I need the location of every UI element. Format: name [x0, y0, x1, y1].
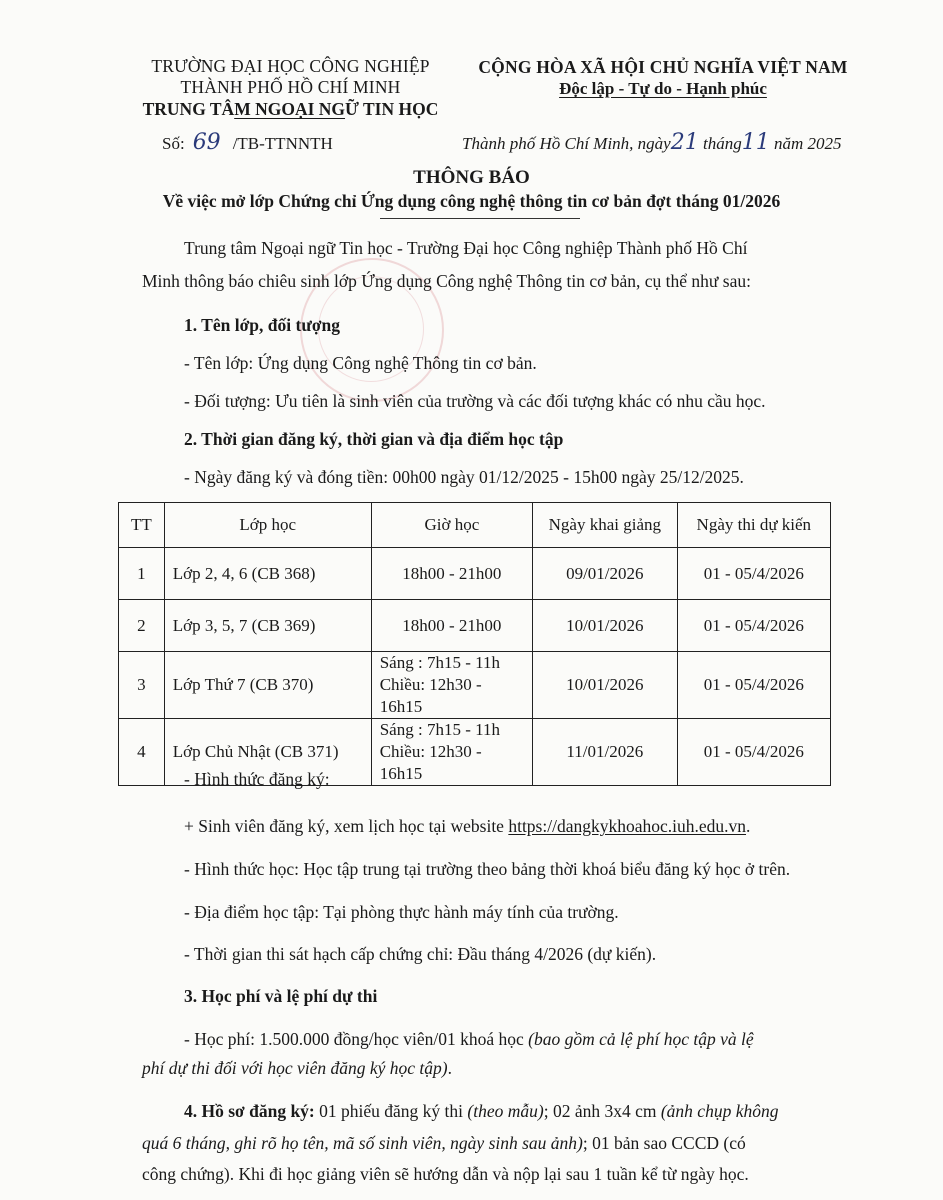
fee-text: - Học phí: 1.500.000 đồng/học viên/01 khoá học — [184, 1029, 529, 1049]
table-row — [119, 548, 831, 600]
fee-end: . — [447, 1058, 452, 1078]
docno-value: 69 — [192, 130, 221, 155]
cell-exam-date: 01 - 05/4/2026 — [677, 652, 830, 719]
issuer-block — [118, 56, 463, 120]
section-2-heading: 2. Thời gian đăng ký, thời gian và địa điểm học tập — [184, 429, 564, 449]
cell-class: Lớp 3, 5, 7 (CB 369) — [164, 600, 371, 652]
schedule-table — [118, 502, 831, 786]
fee-line-1 — [184, 1027, 754, 1051]
docs-text-b: (theo mẫu) — [467, 1101, 544, 1121]
study-mode-line: - Hình thức học: Học tập trung tại trường theo bảng thời khoá biểu đăng ký học ở trên. — [184, 859, 791, 879]
cell-tt: 1 — [119, 548, 165, 600]
month-label: tháng — [702, 134, 742, 153]
issuer-line-3-b: M NGOẠI NG — [234, 99, 346, 119]
cell-tt: 2 — [119, 600, 165, 652]
day-value: 21 — [670, 130, 699, 155]
docno-suffix: /TB-TTNNTH — [232, 134, 333, 153]
issuer-line-3-c: Ữ TIN HỌC — [345, 99, 439, 119]
hours-morning: Sáng : 7h15 - 11h — [379, 653, 500, 672]
table-row — [119, 652, 831, 719]
document-title: THÔNG BÁO — [413, 167, 530, 188]
issuer-line-3 — [118, 98, 463, 120]
cell-start-date: 11/01/2026 — [533, 719, 678, 786]
motto: Độc lập - Tự do - Hạnh phúc — [559, 79, 767, 98]
header-class: Lớp học — [164, 503, 371, 548]
cell-hours: 18h00 - 21h00 — [371, 600, 532, 652]
section-3-heading: 3. Học phí và lệ phí dự thi — [184, 986, 378, 1006]
year-label: năm 2025 — [773, 134, 842, 153]
cell-exam-date: 01 - 05/4/2026 — [677, 548, 830, 600]
section-4-heading: 4. Hồ sơ đăng ký: — [184, 1101, 315, 1121]
cell-tt: 3 — [119, 652, 165, 719]
cell-hours — [371, 652, 532, 719]
hours-morning: Sáng : 7h15 - 11h — [379, 720, 500, 739]
hours-afternoon: Chiều: 12h30 - 16h15 — [379, 675, 482, 716]
docs-text-d: (ảnh chụp không — [660, 1101, 779, 1121]
class-name-line: - Tên lớp: Ứng dụng Công nghệ Thông tin cơ bản. — [184, 353, 537, 373]
registration-website-link[interactable]: https://dangkykhoahoc.iuh.edu.vn — [508, 816, 747, 836]
intro-line-2: Minh thông báo chiêu sinh lớp Ứng dụng Công nghệ Thông tin cơ bản, cụ thể như sau: — [142, 271, 751, 291]
hours-afternoon: Chiều: 12h30 - 16h15 — [379, 742, 482, 783]
fee-note-1: (bao gồm cả lệ phí học tập và lệ — [528, 1029, 754, 1049]
issuer-line-2: THÀNH PHỐ HỒ CHÍ MINH — [180, 77, 401, 97]
issuer-line-1: TRƯỜNG ĐẠI HỌC CÔNG NGHIỆP — [151, 56, 430, 76]
cell-hours — [371, 719, 532, 786]
registration-form-label: - Hình thức đăng ký: — [184, 769, 330, 789]
table-header-row — [119, 503, 831, 548]
header-exam-date: Ngày thi dự kiến — [677, 503, 830, 548]
header-start-date: Ngày khai giảng — [533, 503, 678, 548]
documents-line-3: công chứng). Khi đi học giảng viên sẽ hướng dẫn và nộp lại sau 1 tuần kể từ ngày học. — [142, 1164, 749, 1184]
issuer-line-3-a: TRUNG TÂ — [142, 99, 235, 119]
fee-note-2: phí dự thi đối với học viên đăng ký học tập) — [142, 1058, 448, 1078]
registration-date-line: - Ngày đăng ký và đóng tiền: 00h00 ngày 01/12/2025 - 15h00 ngày 25/12/2025. — [184, 467, 744, 487]
docs-text-a: 01 phiếu đăng ký thi — [314, 1101, 468, 1121]
documents-line-1 — [184, 1099, 778, 1123]
place-label: Thành phố Hồ Chí Minh, ngày — [462, 134, 671, 153]
docs-text-c: ; 02 ảnh 3x4 cm — [543, 1101, 661, 1121]
student-registration-line — [184, 814, 750, 838]
intro-line-1: Trung tâm Ngoại ngữ Tin học - Trường Đại học Công nghiệp Thành phố Hồ Chí — [184, 238, 748, 258]
cell-exam-date: 01 - 05/4/2026 — [677, 719, 830, 786]
cell-start-date: 10/01/2026 — [533, 652, 678, 719]
exam-time-line: - Thời gian thi sát hạch cấp chứng chỉ: Đầu tháng 4/2026 (dự kiến). — [184, 944, 657, 964]
docs-text-e: quá 6 tháng, ghi rõ họ tên, mã số sinh viên, ngày sinh sau ảnh) — [142, 1133, 583, 1153]
cell-class: Lớp Thứ 7 (CB 370) — [164, 652, 371, 719]
cell-class: Lớp 2, 4, 6 (CB 368) — [164, 548, 371, 600]
header-tt: TT — [119, 503, 165, 548]
table-row — [119, 600, 831, 652]
cell-start-date: 09/01/2026 — [533, 548, 678, 600]
cell-start-date: 10/01/2026 — [533, 600, 678, 652]
place-date — [462, 130, 842, 155]
study-location-line: - Địa điểm học tập: Tại phòng thực hành máy tính của trường. — [184, 902, 619, 922]
month-value: 11 — [741, 130, 770, 155]
docs-text-f: ; 01 bản sao CCCD (có — [582, 1133, 746, 1153]
cell-exam-date: 01 - 05/4/2026 — [677, 600, 830, 652]
national-motto-block — [468, 56, 858, 100]
student-registration-text: + Sinh viên đăng ký, xem lịch học tại website — [184, 816, 509, 836]
documents-line-2 — [142, 1131, 746, 1155]
cell-class: Lớp Chủ Nhật (CB 371) — [164, 719, 371, 786]
subtitle-rule — [380, 218, 580, 219]
header-hours: Giờ học — [371, 503, 532, 548]
section-1-heading: 1. Tên lớp, đối tượng — [184, 315, 340, 335]
cell-tt: 4 — [119, 719, 165, 786]
student-registration-end: . — [746, 816, 751, 836]
docno-label: Số: — [162, 134, 185, 153]
nation-name: CỘNG HÒA XÃ HỘI CHỦ NGHĨA VIỆT NAM — [478, 57, 848, 77]
target-line: - Đối tượng: Ưu tiên là sinh viên của trường và các đối tượng khác có nhu cầu học. — [184, 391, 766, 411]
fee-line-2 — [142, 1056, 452, 1080]
cell-hours: 18h00 - 21h00 — [371, 548, 532, 600]
document-number — [162, 130, 333, 155]
document-subtitle: Về việc mở lớp Chứng chỉ Ứng dụng công nghệ thông tin cơ bản đợt tháng 01/2026 — [162, 191, 781, 211]
